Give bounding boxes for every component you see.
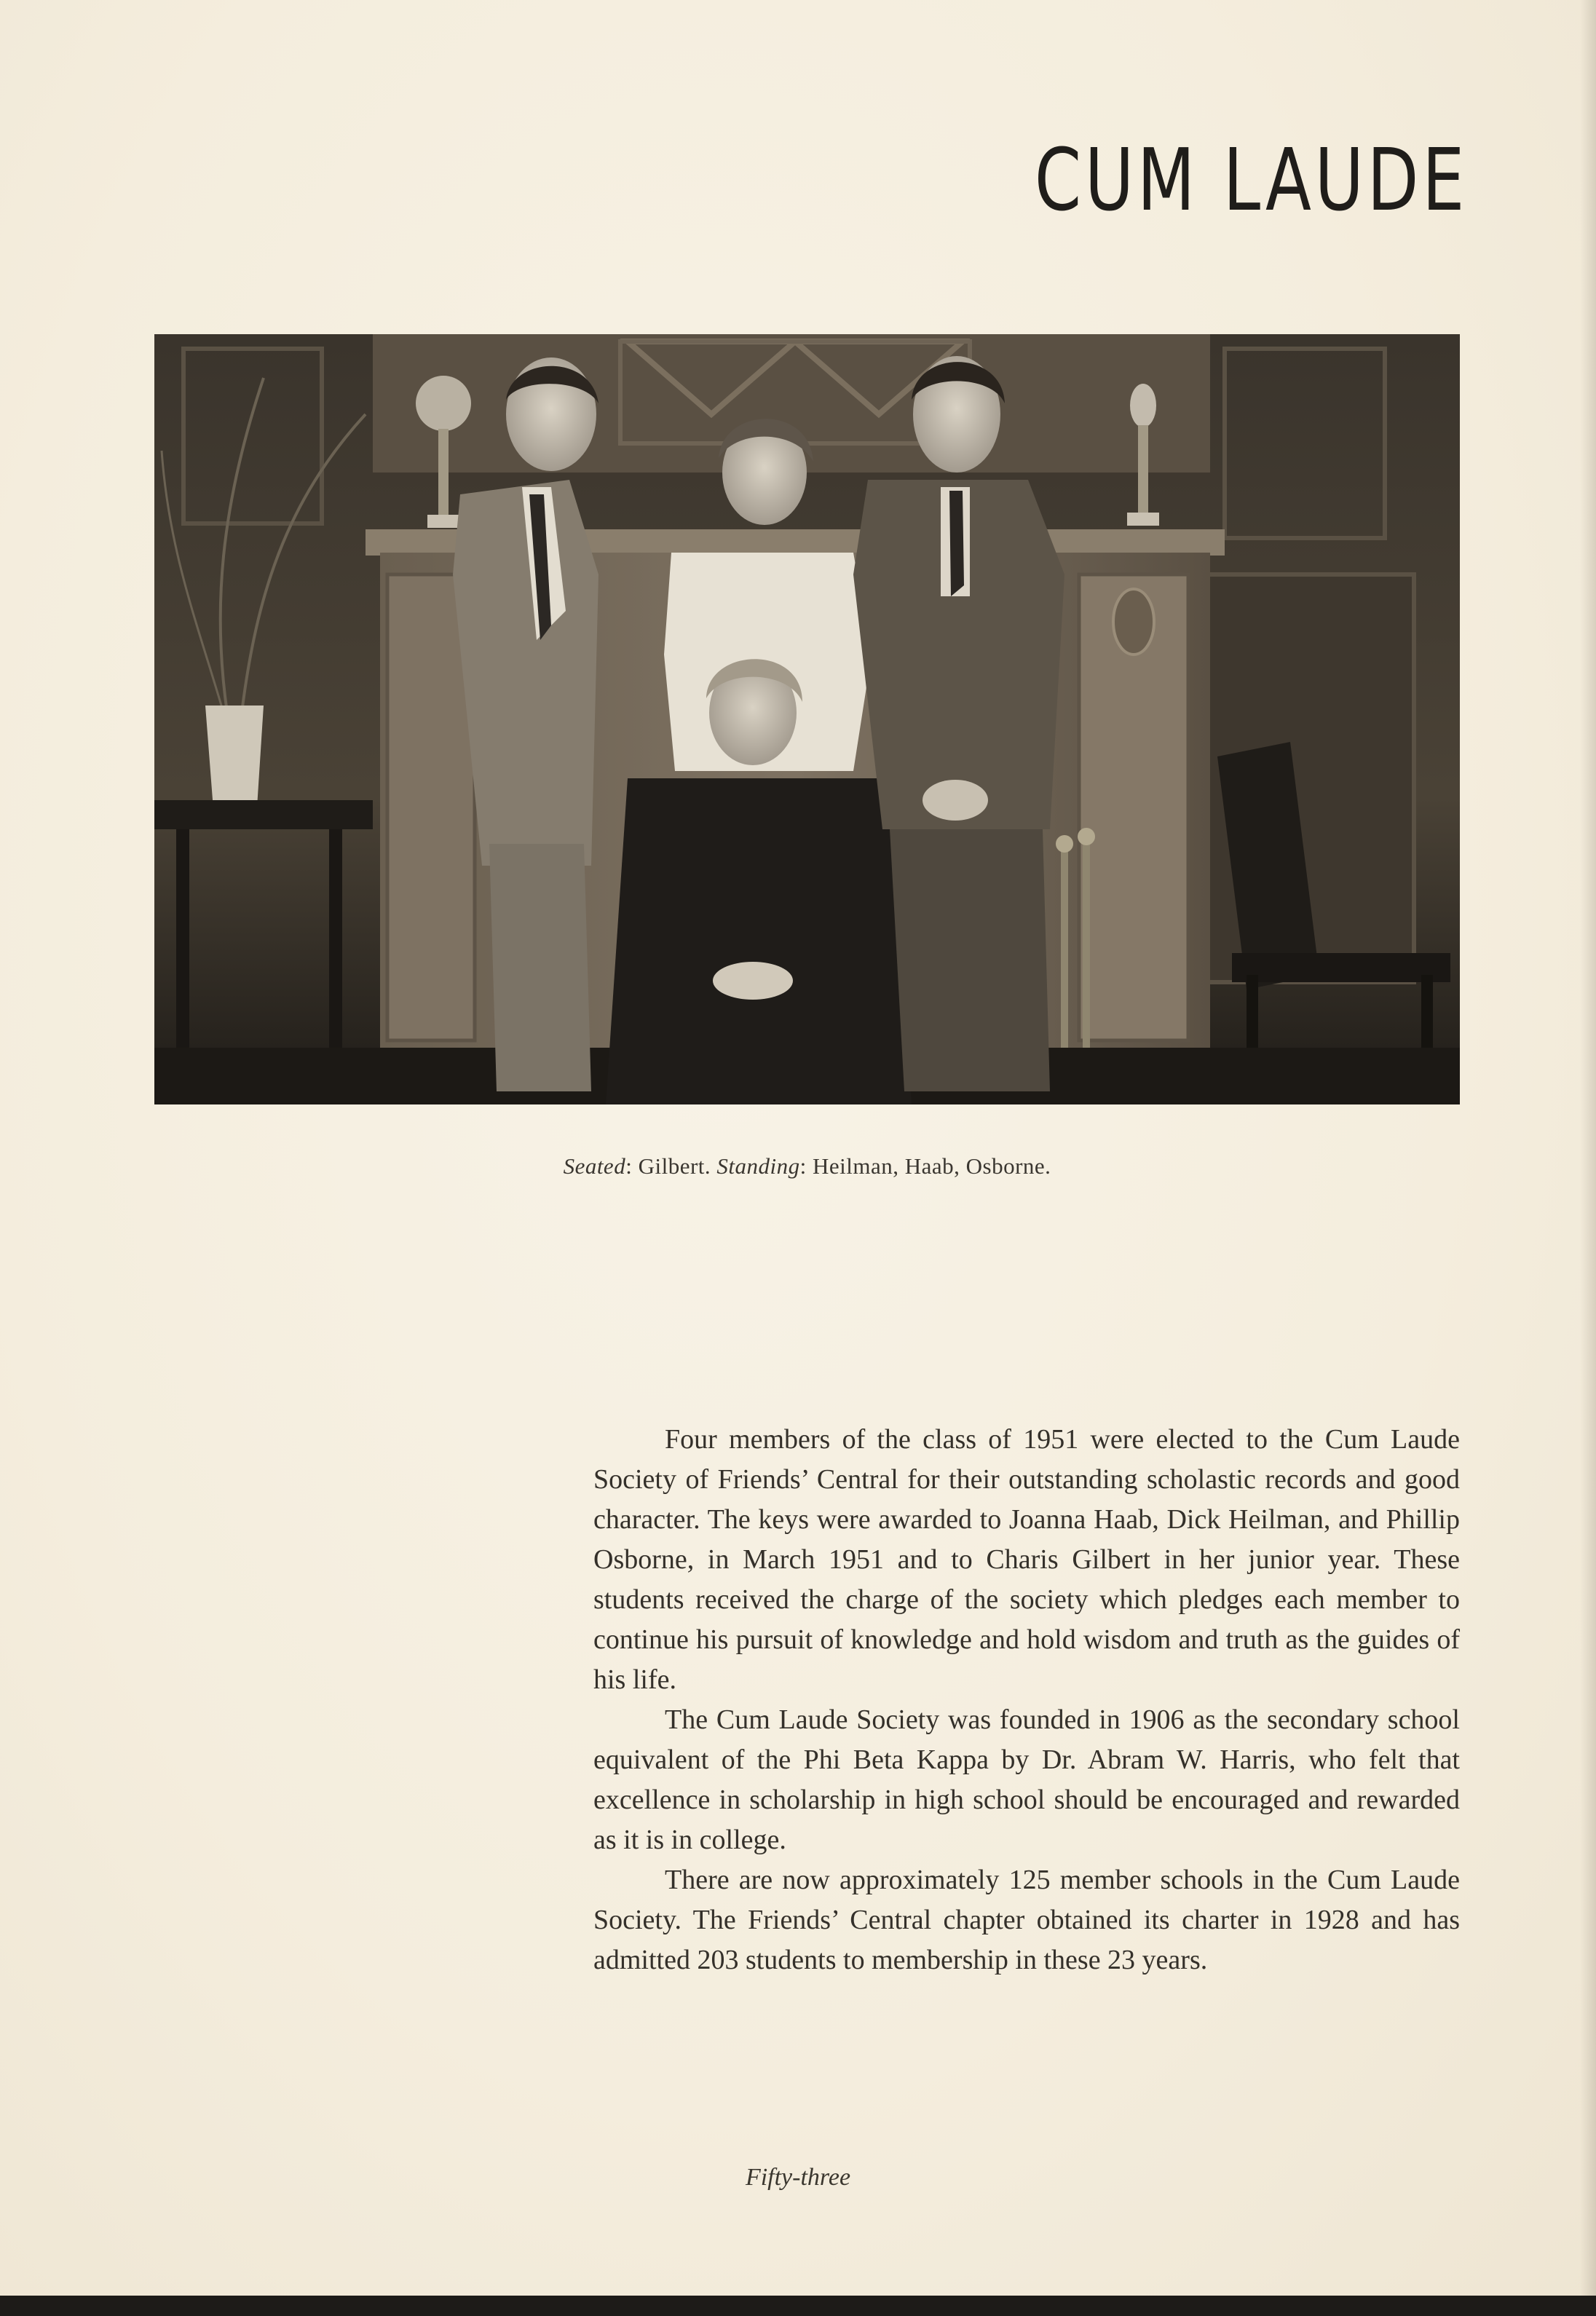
group-photo-icon bbox=[154, 334, 1460, 1104]
page-edge bbox=[1580, 0, 1596, 2316]
standing-label: Standing bbox=[716, 1153, 800, 1179]
page-number: Fifty-three bbox=[745, 2164, 851, 2191]
photo-caption: Seated: Gilbert. Standing: Heilman, Haab, Osborne. bbox=[563, 1153, 1051, 1179]
group-photo bbox=[154, 334, 1460, 1104]
seated-label: Seated bbox=[563, 1153, 626, 1179]
standing-names: Heilman, Haab, Osborne. bbox=[813, 1153, 1051, 1179]
seated-names: Gilbert. bbox=[638, 1153, 711, 1179]
body-text bbox=[593, 1420, 1460, 1980]
paragraph-1: Four members of the class of 1951 were elected to the Cum Laude Society of Friends’ Central for their outstanding scholastic records and good character. The keys were awarded to Joanna Haab, Dick Heilman, and Phillip Osborne, in March 1951 and to Charis Gilbert in her junior year. These students received the charge of the society which pledges each member to continue his pursuit of knowledge and hold wisdom and truth as the guides of his life. bbox=[593, 1424, 1460, 1695]
paragraph-3: There are now approximately 125 member schools in the Cum Laude Society. The Friends’ Central chapter obtained its charter in 1928 and has admitted 203 students to membership in these 23 years. bbox=[593, 1865, 1460, 1975]
scan-bottom-band bbox=[0, 2296, 1596, 2316]
page-title: CUM LAUDE bbox=[1034, 130, 1468, 230]
paragraph-2: The Cum Laude Society was founded in 1906 as the secondary school equivalent of the Phi Beta Kappa by Dr. Abram W. Harris, who felt that excellence in scholarship in high school should be encouraged and rewarded as it is in college. bbox=[593, 1704, 1460, 1855]
